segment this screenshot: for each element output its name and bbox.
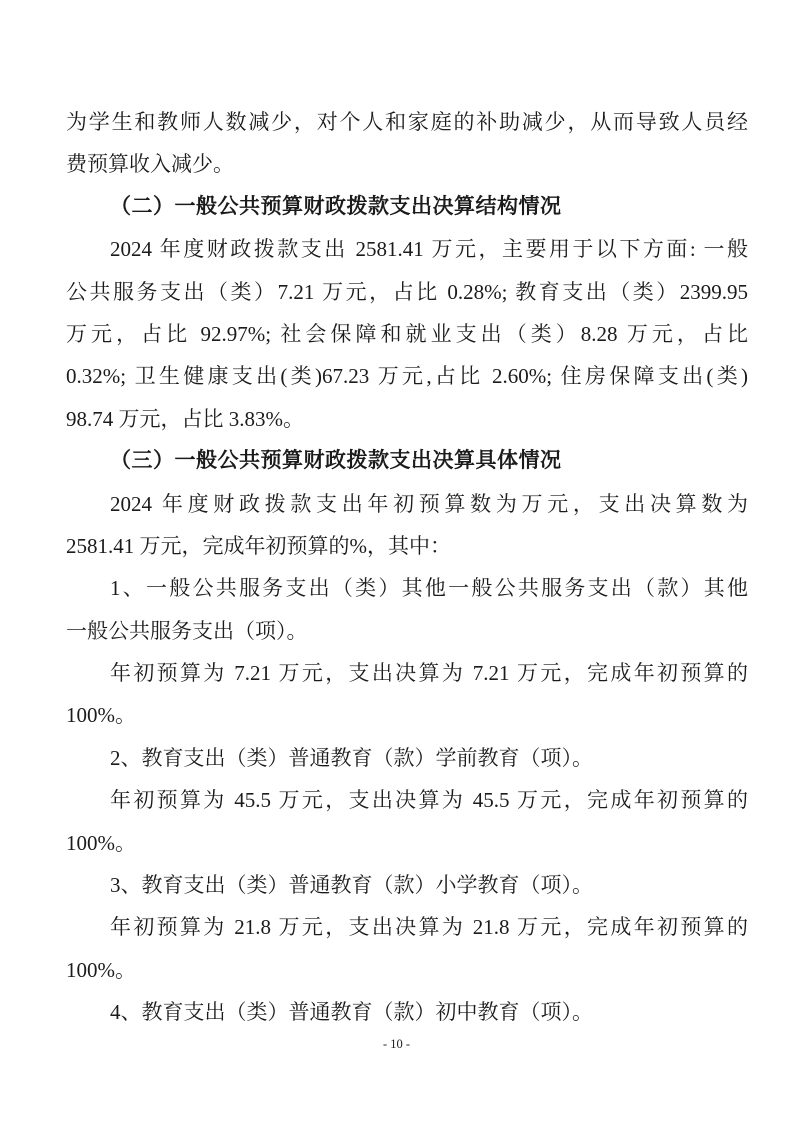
list-item-line: 3、教育支出（类）普通教育（款）小学教育（项）。: [110, 873, 593, 898]
paragraph-line: 100%。: [66, 957, 136, 982]
paragraph-line: 年初预算为 45.5 万元，支出决算为 45.5 万元，完成年初预算的: [110, 788, 748, 813]
section-heading-3: （三）一般公共预算财政拨款支出决算具体情况: [110, 449, 562, 473]
list-item-line: 1、一般公共服务支出（类）其他一般公共服务支出（款）其他: [110, 576, 748, 601]
section-heading-2: （二）一般公共预算财政拨款支出决算结构情况: [110, 194, 562, 218]
paragraph-line: 2024 年度财政拨款支出年初预算数为万元，支出决算数为: [110, 491, 748, 516]
paragraph-line: 年初预算为 7.21 万元，支出决算为 7.21 万元，完成年初预算的: [110, 661, 748, 686]
paragraph-line: 年初预算为 21.8 万元，支出决算为 21.8 万元，完成年初预算的: [110, 915, 748, 940]
paragraph-line: 为学生和教师人数减少，对个人和家庭的补助减少，从而导致人员经: [66, 110, 748, 134]
list-item-line: 2、教育支出（类）普通教育（款）学前教育（项）。: [110, 745, 593, 770]
paragraph-line: 公共服务支出（类）7.21 万元，占比 0.28%; 教育支出（类）2399.95: [66, 279, 748, 304]
paragraph-line: 100%。: [66, 830, 136, 855]
document-body: [66, 101, 748, 1034]
paragraph-line: 2581.41 万元，完成年初预算的%，其中：: [66, 533, 451, 558]
paragraph-line: 一般公共服务支出（项）。: [66, 618, 308, 643]
paragraph-line: 98.74 万元，占比 3.83%。: [66, 406, 304, 431]
paragraph-line: 2024 年度财政拨款支出 2581.41 万元，主要用于以下方面: 一般: [110, 237, 748, 262]
paragraph-line: 万元，占比 92.97%; 社会保障和就业支出（类）8.28 万元，占比: [66, 321, 748, 346]
list-item-line: 4、教育支出（类）普通教育（款）初中教育（项）。: [110, 1000, 593, 1025]
paragraph-line: 费预算收入减少。: [66, 152, 234, 177]
paragraph-line: 100%。: [66, 703, 136, 728]
paragraph-line: 0.32%; 卫生健康支出(类)67.23 万元,占比 2.60%; 住房保障支出(类): [66, 364, 748, 389]
page-number: - 10 -: [382, 1037, 411, 1051]
